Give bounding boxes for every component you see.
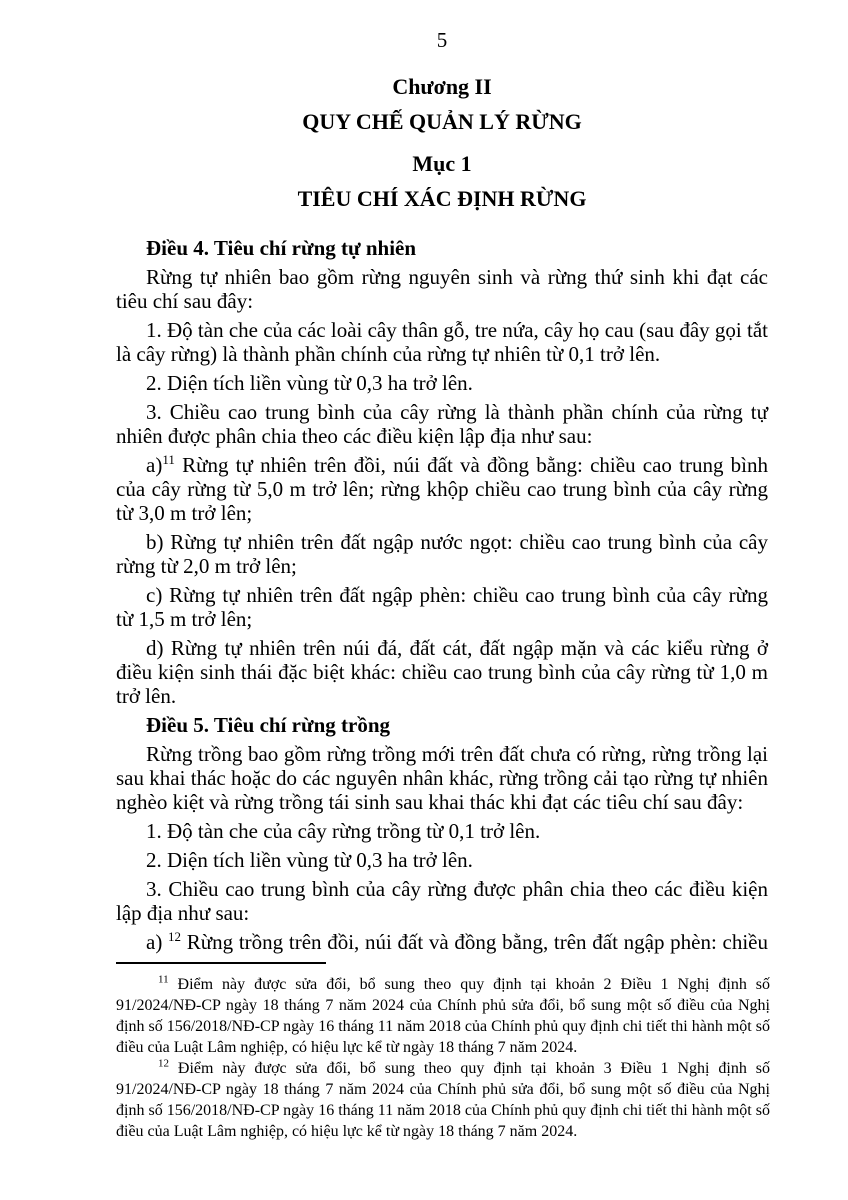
footnote-separator (116, 962, 326, 964)
paragraph: 3. Chiều cao trung bình của cây rừng là thành phần chính của rừng tự nhiên được phân chia theo các điều kiện lập địa như sau: (116, 400, 768, 448)
paragraph: b) Rừng tự nhiên trên đất ngập nước ngọt: chiều cao trung bình của cây rừng từ 2,0 m trở lên; (116, 530, 768, 578)
article-5-heading: Điều 5. Tiêu chí rừng trồng (146, 713, 391, 737)
footnote-12 (116, 1058, 770, 1142)
chapter-title: QUY CHẾ QUẢN LÝ RỪNG (302, 109, 582, 134)
paragraph (116, 453, 768, 525)
chapter-label: Chương II (392, 74, 492, 99)
section-title: TIÊU CHÍ XÁC ĐỊNH RỪNG (297, 186, 587, 211)
list-item-prefix: a) (146, 453, 163, 477)
document-header (116, 74, 768, 212)
paragraph (116, 930, 768, 954)
paragraph: 3. Chiều cao trung bình của cây rừng được phân chia theo các điều kiện lập địa như sau: (116, 877, 768, 925)
document-body (116, 236, 768, 954)
paragraph-text: Rừng tự nhiên trên đồi, núi đất và đồng bằng: chiều cao trung bình của cây rừng từ 5,0 m trở lên; rừng khộp chiều cao trung bình của cây rừng từ 3,0 m trở lên; (116, 453, 768, 525)
footnote-marker-12: 12 (158, 1057, 169, 1070)
footnote-11 (116, 974, 770, 1058)
paragraph: Rừng tự nhiên bao gồm rừng nguyên sinh và rừng thứ sinh khi đạt các tiêu chí sau đây: (116, 265, 768, 313)
paragraph: 2. Diện tích liền vùng từ 0,3 ha trở lên. (146, 371, 473, 395)
footnote-text: Điểm này được sửa đổi, bổ sung theo quy định tại khoản 2 Điều 1 Nghị định số 91/2024/NĐ-CP ngày 18 tháng 7 năm 2024 của Chính phủ sửa đổi, bổ sung một số điều của Nghị định số 156/2018/NĐ-CP ngày 16 tháng 11 năm 2018 của Chính phủ quy định chi tiết thi hành một số điều của Luật Lâm nghiệp, có hiệu lực kể từ ngày 18 tháng 7 năm 2024. (116, 976, 771, 1056)
paragraph: c) Rừng tự nhiên trên đất ngập phèn: chiều cao trung bình của cây rừng từ 1,5 m trở lên; (116, 583, 768, 631)
list-item-prefix: a) (146, 930, 169, 954)
page-number: 5 (436, 28, 448, 52)
paragraph-text: Rừng trồng trên đồi, núi đất và đồng bằng, trên đất ngập phèn: chiều (181, 930, 768, 954)
footnote-text: Điểm này được sửa đổi, bổ sung theo quy định tại khoản 3 Điều 1 Nghị định số 91/2024/NĐ-CP ngày 18 tháng 7 năm 2024 của Chính phủ sửa đổi, bổ sung một số điều của Nghị định số 156/2018/NĐ-CP ngày 16 tháng 11 năm 2018 của Chính phủ quy định chi tiết thi hành một số điều của Luật Lâm nghiệp, có hiệu lực kể từ ngày 18 tháng 7 năm 2024. (116, 1060, 770, 1140)
paragraph: 2. Diện tích liền vùng từ 0,3 ha trở lên. (146, 848, 473, 872)
article-4-heading: Điều 4. Tiêu chí rừng tự nhiên (146, 236, 417, 260)
footnote-ref-11: 11 (162, 452, 175, 467)
paragraph: Rừng trồng bao gồm rừng trồng mới trên đất chưa có rừng, rừng trồng lại sau khai thác hoặc do các nguyên nhân khác, rừng trồng cải tạo rừng tự nhiên nghèo kiệt và rừng trồng tái sinh sau khai thác khi đạt các tiêu chí sau đây: (116, 742, 768, 814)
paragraph: 1. Độ tàn che của cây rừng trồng từ 0,1 trở lên. (146, 819, 541, 843)
paragraph: d) Rừng tự nhiên trên núi đá, đất cát, đất ngập mặn và các kiểu rừng ở điều kiện sinh thái đặc biệt khác: chiều cao trung bình của cây rừng từ 1,0 m trở lên. (116, 636, 768, 708)
section-label: Mục 1 (412, 151, 472, 176)
footnote-ref-12: 12 (168, 929, 182, 944)
paragraph: 1. Độ tàn che của các loài cây thân gỗ, tre nứa, cây họ cau (sau đây gọi tắt là cây rừng) là thành phần chính của rừng tự nhiên từ 0,1 trở lên. (116, 318, 768, 366)
footnote-marker-11: 11 (158, 973, 169, 986)
footnotes-section (116, 962, 770, 1142)
